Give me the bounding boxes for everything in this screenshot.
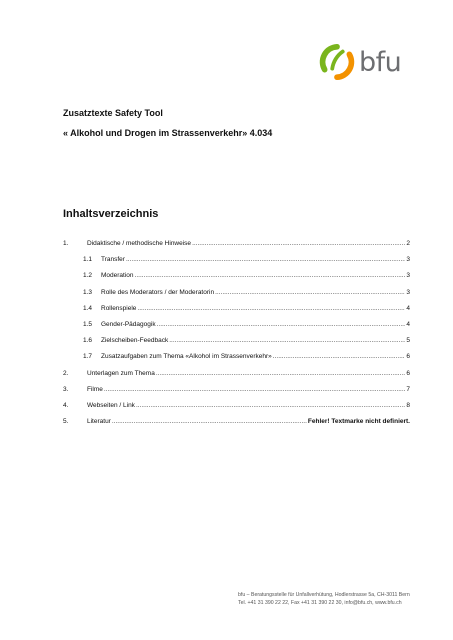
footer-contact: Tel. +41 31 390 22 22, Fax +41 31 390 22 30, info@bfu.ch, www.bfu.ch [238,599,402,606]
toc-entry-title: Unterlagen zum Thema [87,369,155,377]
toc-entry-page: 4 [406,320,410,328]
toc-entry-page-error: Fehler! Textmarke nicht definiert. [307,418,410,426]
toc-entry-page: 3 [406,288,410,296]
toc-entry[interactable] [63,398,410,414]
table-of-contents [63,236,410,430]
toc-entry[interactable] [63,236,410,252]
toc-entry-page: 3 [406,272,410,280]
toc-entry-number: 1.1 [83,256,93,264]
toc-entry-title: Literatur [87,418,111,426]
toc-entry-page: 5 [406,337,410,345]
toc-entry[interactable] [63,252,410,268]
toc-leader-dots [137,301,405,317]
toc-entry[interactable] [63,414,410,430]
toc-leader-dots [136,398,405,414]
toc-entry-page: 8 [406,401,410,409]
toc-entry[interactable] [63,333,410,349]
toc-entry-number: 1.5 [83,320,93,328]
toc-entry-number: 1.6 [83,337,93,345]
toc-entry-title: Filme [87,385,103,393]
toc-entry-title: Zusatzaufgaben zum Thema «Alkohol im Strassenverkehr» [101,353,272,361]
toc-entry-number: 2. [63,369,69,377]
toc-leader-dots [156,366,406,382]
toc-entry[interactable] [63,301,410,317]
toc-entry[interactable] [63,268,410,284]
toc-entry-number: 1.2 [83,272,93,280]
toc-entry-title: Rolle des Moderators / der Moderatorin [101,288,215,296]
toc-leader-dots [112,414,307,430]
toc-entry[interactable] [63,366,410,382]
toc-entry[interactable] [63,349,410,365]
toc-leader-dots [169,333,405,349]
document-title: Zusatztexte Safety Tool [63,108,163,118]
toc-entry[interactable] [63,317,410,333]
toc-entry-number: 1.4 [83,304,93,312]
toc-entry-title: Webseiten / Link [87,401,135,409]
toc-entry[interactable] [63,285,410,301]
toc-entry-title: Moderation [101,272,134,280]
toc-leader-dots [215,285,405,301]
toc-entry-title: Zielscheiben-Feedback [101,337,169,345]
toc-entry-number: 3. [63,385,69,393]
toc-entry-number: 1.3 [83,288,93,296]
bfu-logo [318,42,428,82]
toc-entry-number: 4. [63,401,69,409]
toc-leader-dots [104,382,405,398]
toc-entry-title: Rollenspiele [101,304,137,312]
bfu-logo-text: bfu [359,46,402,78]
toc-leader-dots [157,317,406,333]
toc-leader-dots [192,236,405,252]
toc-entry[interactable] [63,382,410,398]
toc-entry-title: Gender-Pädagogik [101,320,156,328]
toc-leader-dots [273,349,406,365]
toc-entry-title: Didaktische / methodische Hinweise [87,240,192,247]
page-footer [238,592,410,607]
toc-entry-page: 3 [406,256,410,264]
toc-entry-page: 6 [406,353,410,361]
toc-entry-number: 1.7 [83,353,93,361]
bfu-logo-icon [318,43,356,81]
toc-entry-number: 1. [63,240,69,247]
toc-heading: Inhaltsverzeichnis [63,208,159,220]
toc-entry-title: Transfer [101,256,125,264]
toc-entry-page: 7 [406,385,410,393]
toc-leader-dots [135,268,406,284]
toc-entry-page: 6 [406,369,410,377]
document-subtitle: « Alkohol und Drogen im Strassenverkehr» 4.034 [63,128,273,138]
toc-leader-dots [126,252,405,268]
footer-address: bfu – Beratungsstelle für Unfallverhütung, Hodlerstrasse 5a, CH-3011 Bern [238,592,410,598]
toc-entry-page: 4 [406,304,410,312]
toc-entry-number: 5. [63,418,69,426]
toc-entry-page: 2 [406,240,410,247]
